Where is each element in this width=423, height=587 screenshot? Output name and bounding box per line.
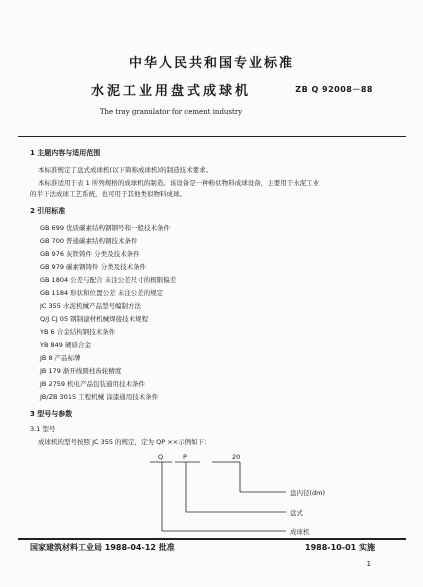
reference-item: GB 700 普通碳素结构钢技术条件	[40, 237, 138, 245]
model-description: 成球机的型号按照 JC 355 的规定，定为 QP ××示例如下：	[38, 438, 211, 446]
subsection-3-1-heading: 3.1 型号	[30, 425, 56, 433]
label-inner-diameter: 盘内径(dm)	[290, 489, 326, 497]
reference-item: GB 1184 形状和位置公差 未注公差的规定	[40, 289, 164, 297]
model-part-size: 20	[232, 453, 241, 461]
document-title: 水泥工业用盘式成球机	[90, 84, 251, 99]
reference-item: YB 6 合金结构钢技术条件	[40, 328, 116, 336]
page-number: 1	[366, 560, 371, 568]
reference-item: YB 849 硬质合金	[40, 341, 91, 349]
reference-item: JB 2759 机电产品包装通用技术条件	[40, 380, 146, 388]
footer-divider	[18, 538, 406, 540]
reference-item: Q/J CJ 05 钢制建材机械焊接技术规程	[40, 315, 149, 323]
reference-item: GB 976 灰铁铸件 分类及技术条件	[40, 250, 140, 258]
section-1-heading: 1 主题内容与适用范围	[30, 149, 101, 157]
model-part-q: Q	[158, 453, 164, 461]
reference-item: GB 699 优质碳素结构钢钢号和一般技术条件	[40, 224, 171, 232]
reference-item: JC 355 水泥机械产品型号编制方法	[40, 302, 141, 310]
label-granulator: 成球机	[290, 528, 310, 536]
header-divider	[18, 136, 406, 137]
reference-item: JB/ZB 3015 工程机械 涂漆通用技术条件	[40, 393, 159, 401]
org-title: 中华人民共和国专业标准	[128, 56, 294, 71]
reference-item: GB 1804 公差与配合 未注公差尺寸的极限偏差	[40, 276, 177, 284]
model-part-p: P	[183, 453, 187, 461]
implementation-date: 1988-10-01 实施	[305, 543, 375, 552]
standard-code: ZB Q 92008－88	[295, 85, 373, 94]
approval-note: 国家建筑材料工业局 1988-04-12 批准	[30, 543, 175, 552]
section-1-para-2-line-1: 本标准适用于表 1 所列规格的成球机的制造。该设备是一种粉状物料成球设备，主要用于水泥工业	[38, 179, 320, 187]
label-tray-type: 盘式	[290, 509, 303, 517]
reference-item: JB 8 产品标牌	[40, 354, 81, 362]
reference-item: GB 979 碳素钢铸件 分类及技术条件	[40, 263, 147, 271]
section-3-heading: 3 型号与参数	[30, 410, 73, 418]
section-1-para-1: 本标准规定了盘式成球机(以下简称成球机)的制造技术要求。	[38, 166, 213, 174]
section-1-para-2-line-2: 的半干法成球工艺系统，也可用于其他类似物料成球。	[30, 190, 186, 198]
reference-item: JB 179 渐开线圆柱齿轮精度	[40, 367, 122, 375]
section-2-heading: 2 引用标准	[30, 207, 66, 215]
english-title: The tray granulator for cement industry	[99, 108, 243, 116]
